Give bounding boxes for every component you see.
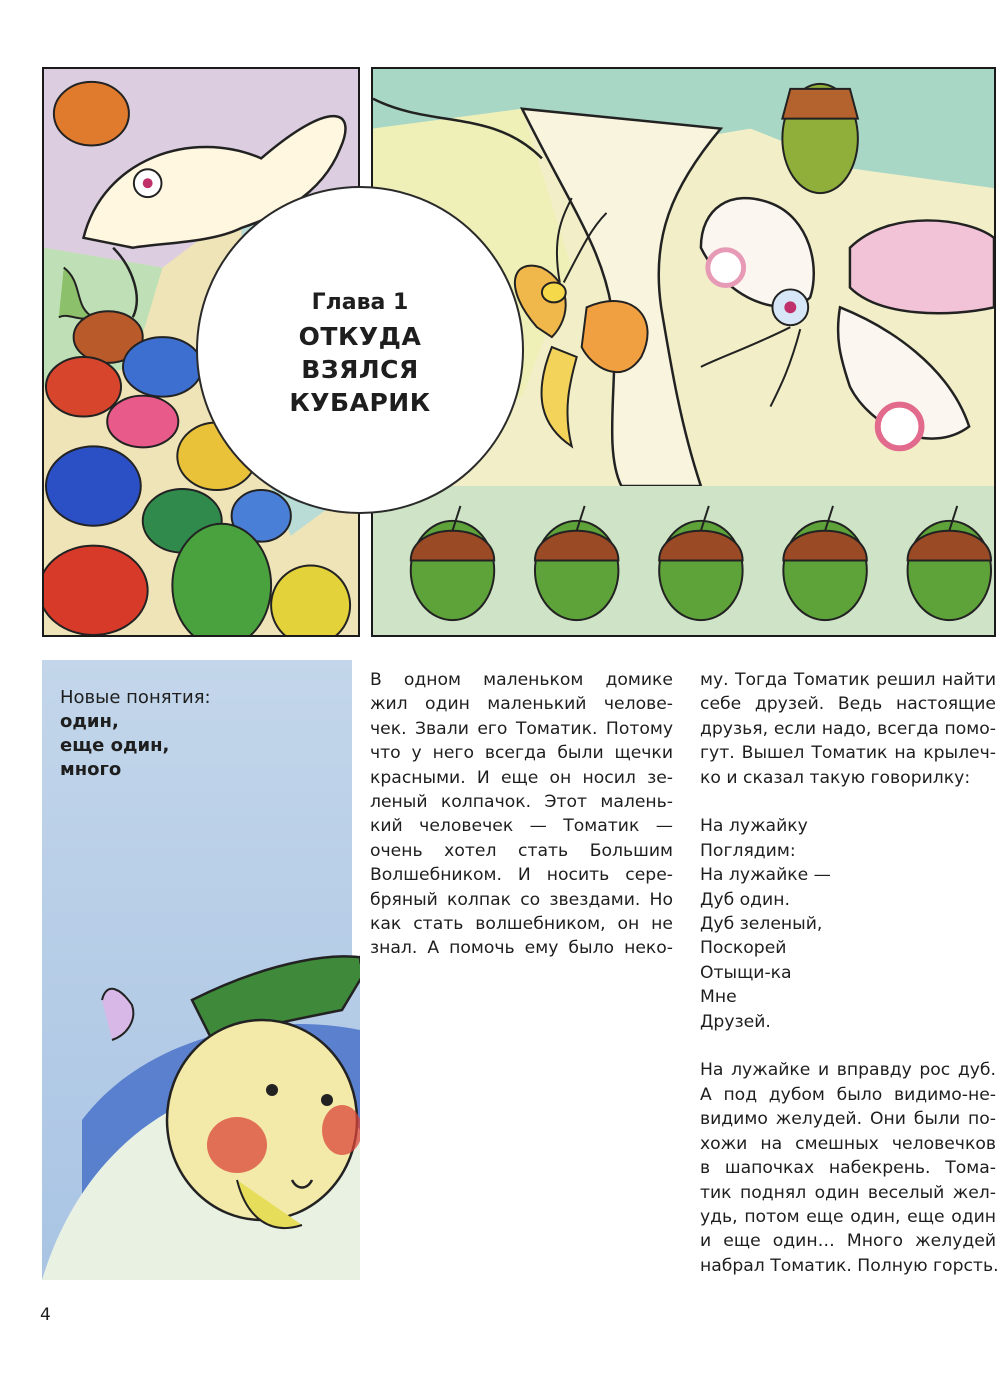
concept-term: один, [60,711,119,732]
text-line: ко и сказал такую говорилку: [700,767,971,788]
poem-line: Дуб зеленый, [700,914,823,935]
poem-line: На лужайку [700,816,808,837]
text-line: себе друзей. Ведь настоящие [700,694,996,715]
text-line: видимо желудей. Они были по- [700,1109,996,1130]
text-line: хожи на смешных человечков [700,1133,996,1154]
story-text-column-1 [370,668,673,961]
story-text-column-2 [700,668,999,1278]
text-line: жил один маленький челове- [370,694,673,715]
poem-line: Друзей. [700,1011,771,1032]
text-line: друзья, если надо, всегда помо- [700,718,996,739]
poem-line: Поскорей [700,938,787,959]
text-line: На лужайке и вправду рос дуб. [700,1060,996,1081]
text-line: кий человечек — Томатик — [370,816,673,837]
concept-term: много [60,759,122,780]
chapter-title-line: ВЗЯЛСЯ [301,355,419,384]
text-line: му. Тогда Томатик решил найти [700,670,996,690]
text-line: и еще один… Много желудей [700,1231,996,1252]
chapter-title-line: КУБАРИК [289,388,431,417]
poem-line: На лужайке — [700,865,831,886]
concept-term: еще один, [60,735,170,756]
text-line: тик поднял один веселый жел- [700,1182,996,1203]
text-line: очень хотел стать Большим [370,840,673,861]
text-line: Волшебником. И носить сере- [370,865,673,886]
text-line: В одном маленьком домике [370,670,673,690]
text-line: бряный колпак со звездами. Но [370,889,673,910]
text-line: леный колпачок. Этот малень- [370,792,673,813]
poem-line: Отыщи-ка [700,962,792,983]
text-line: как стать волшебником, он не [370,914,673,935]
text-line: А под дубом было видимо-не- [700,1084,996,1105]
poem-line: Поглядим: [700,840,796,861]
text-line: знал. А помочь ему было неко- [370,938,673,959]
text-line: в шапочках набекрень. Тома- [700,1158,996,1179]
text-line: чек. Звали его Томатик. Потому [370,718,673,739]
text-line: набрал Томатик. Полную горсть. [700,1255,999,1276]
page-number: 4 [40,1305,51,1325]
text-line: что у него всегда были щечки [370,743,673,764]
text-line: гут. Вышел Томатик на крылеч- [700,743,996,764]
new-concepts-box [60,686,211,782]
chapter-label: Глава 1 [311,290,409,315]
poem-line: Мне [700,987,737,1008]
chapter-title-line: ОТКУДА [298,322,422,351]
text-line: удь, потом еще один, еще один [700,1206,996,1227]
concepts-heading: Новые понятия: [60,687,211,708]
text-line: красными. И еще он носил зе- [370,767,673,788]
chapter-title [196,320,524,419]
poem-line: Дуб один. [700,889,790,910]
